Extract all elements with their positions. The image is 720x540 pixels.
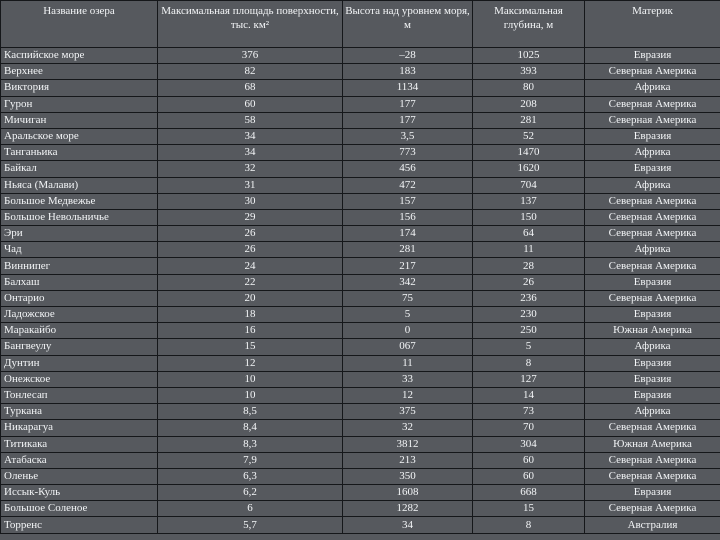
lake-name-cell: Балхаш [1, 274, 158, 290]
continent-cell: Африка [585, 242, 720, 258]
max-depth-cell: 8 [473, 517, 585, 533]
table-row [1, 48, 720, 64]
table-row [1, 323, 720, 339]
max-area-cell: 12 [158, 355, 343, 371]
max-depth-cell: 5 [473, 339, 585, 355]
continent-cell: Австралия [585, 517, 720, 533]
table-row [1, 128, 720, 144]
continent-cell: Северная Америка [585, 193, 720, 209]
lake-name-cell: Гурон [1, 96, 158, 112]
altitude-cell: 342 [343, 274, 473, 290]
altitude-cell: 33 [343, 371, 473, 387]
table-row [1, 517, 720, 533]
header-row [1, 1, 720, 48]
continent-cell: Южная Америка [585, 323, 720, 339]
max-area-cell: 10 [158, 371, 343, 387]
continent-cell: Евразия [585, 307, 720, 323]
altitude-cell: 472 [343, 177, 473, 193]
continent-cell: Северная Америка [585, 501, 720, 517]
max-area-cell: 32 [158, 161, 343, 177]
table-row [1, 420, 720, 436]
lake-name-cell: Маракайбо [1, 323, 158, 339]
continent-cell: Северная Америка [585, 452, 720, 468]
max-depth-cell: 1620 [473, 161, 585, 177]
altitude-cell: 456 [343, 161, 473, 177]
continent-cell: Евразия [585, 355, 720, 371]
max-area-cell: 15 [158, 339, 343, 355]
continent-cell: Северная Америка [585, 226, 720, 242]
max-depth-cell: 127 [473, 371, 585, 387]
lake-name-cell: Эри [1, 226, 158, 242]
max-depth-cell: 704 [473, 177, 585, 193]
table-row [1, 387, 720, 403]
lake-name-cell: Атабаска [1, 452, 158, 468]
altitude-cell: 12 [343, 387, 473, 403]
lake-name-cell: Ладожское [1, 307, 158, 323]
lake-name-cell: Аральское море [1, 128, 158, 144]
max-depth-cell: 230 [473, 307, 585, 323]
altitude-cell: 1134 [343, 80, 473, 96]
lake-name-cell: Мичиган [1, 112, 158, 128]
max-area-cell: 6,2 [158, 485, 343, 501]
altitude-cell: 773 [343, 145, 473, 161]
max-area-cell: 20 [158, 290, 343, 306]
max-area-cell: 7,9 [158, 452, 343, 468]
lake-name-cell: Большое Соленое [1, 501, 158, 517]
lake-name-cell: Чад [1, 242, 158, 258]
continent-cell: Северная Америка [585, 64, 720, 80]
lake-name-cell: Титикака [1, 436, 158, 452]
lake-name-cell: Большое Невольничье [1, 209, 158, 225]
max-area-cell: 31 [158, 177, 343, 193]
table-row [1, 96, 720, 112]
max-area-cell: 8,3 [158, 436, 343, 452]
table-row [1, 193, 720, 209]
lake-name-cell: Туркана [1, 404, 158, 420]
max-area-cell: 24 [158, 258, 343, 274]
header-max-area: Максимальная площадь поверхности, тыс. км² [158, 1, 343, 48]
table-row [1, 226, 720, 242]
altitude-cell: 5 [343, 307, 473, 323]
max-area-cell: 8,5 [158, 404, 343, 420]
max-depth-cell: 73 [473, 404, 585, 420]
continent-cell: Северная Америка [585, 258, 720, 274]
max-depth-cell: 304 [473, 436, 585, 452]
continent-cell: Африка [585, 80, 720, 96]
continent-cell: Северная Америка [585, 468, 720, 484]
lake-name-cell: Бангвеулу [1, 339, 158, 355]
max-area-cell: 18 [158, 307, 343, 323]
max-area-cell: 26 [158, 226, 343, 242]
lake-name-cell: Большое Медвежье [1, 193, 158, 209]
altitude-cell: 183 [343, 64, 473, 80]
altitude-cell: 34 [343, 517, 473, 533]
altitude-cell: 75 [343, 290, 473, 306]
continent-cell: Северная Америка [585, 290, 720, 306]
altitude-cell: 350 [343, 468, 473, 484]
lake-name-cell: Тонлесап [1, 387, 158, 403]
altitude-cell: 1282 [343, 501, 473, 517]
max-depth-cell: 80 [473, 80, 585, 96]
lake-name-cell: Каспийское море [1, 48, 158, 64]
max-depth-cell: 393 [473, 64, 585, 80]
lake-name-cell: Онтарио [1, 290, 158, 306]
lake-name-cell: Байкал [1, 161, 158, 177]
max-depth-cell: 26 [473, 274, 585, 290]
max-area-cell: 6 [158, 501, 343, 517]
max-depth-cell: 250 [473, 323, 585, 339]
table-row [1, 64, 720, 80]
continent-cell: Африка [585, 339, 720, 355]
altitude-cell: 11 [343, 355, 473, 371]
altitude-cell: 174 [343, 226, 473, 242]
max-area-cell: 34 [158, 128, 343, 144]
table-row [1, 209, 720, 225]
max-depth-cell: 8 [473, 355, 585, 371]
altitude-cell: 3,5 [343, 128, 473, 144]
table-row [1, 242, 720, 258]
max-area-cell: 58 [158, 112, 343, 128]
lake-name-cell: Танганьика [1, 145, 158, 161]
continent-cell: Африка [585, 145, 720, 161]
lake-name-cell: Виннипег [1, 258, 158, 274]
continent-cell: Евразия [585, 387, 720, 403]
max-depth-cell: 137 [473, 193, 585, 209]
max-area-cell: 29 [158, 209, 343, 225]
altitude-cell: 177 [343, 112, 473, 128]
lake-name-cell: Онежское [1, 371, 158, 387]
altitude-cell: 156 [343, 209, 473, 225]
max-area-cell: 22 [158, 274, 343, 290]
continent-cell: Северная Америка [585, 112, 720, 128]
max-area-cell: 10 [158, 387, 343, 403]
continent-cell: Северная Америка [585, 209, 720, 225]
table-row [1, 452, 720, 468]
max-depth-cell: 60 [473, 452, 585, 468]
lake-name-cell: Оленье [1, 468, 158, 484]
table-row [1, 290, 720, 306]
max-area-cell: 16 [158, 323, 343, 339]
altitude-cell: 281 [343, 242, 473, 258]
altitude-cell: 067 [343, 339, 473, 355]
table-row [1, 112, 720, 128]
table-row [1, 371, 720, 387]
table-row [1, 436, 720, 452]
max-depth-cell: 668 [473, 485, 585, 501]
continent-cell: Евразия [585, 485, 720, 501]
table-row [1, 355, 720, 371]
continent-cell: Северная Америка [585, 96, 720, 112]
altitude-cell: 157 [343, 193, 473, 209]
lake-name-cell: Дунтин [1, 355, 158, 371]
table-row [1, 145, 720, 161]
altitude-cell: 3812 [343, 436, 473, 452]
table-row [1, 468, 720, 484]
altitude-cell: 213 [343, 452, 473, 468]
lake-name-cell: Иссык-Куль [1, 485, 158, 501]
continent-cell: Евразия [585, 274, 720, 290]
max-area-cell: 26 [158, 242, 343, 258]
lake-name-cell: Никарагуа [1, 420, 158, 436]
table-row [1, 307, 720, 323]
max-area-cell: 60 [158, 96, 343, 112]
continent-cell: Евразия [585, 48, 720, 64]
altitude-cell: –28 [343, 48, 473, 64]
max-area-cell: 30 [158, 193, 343, 209]
max-depth-cell: 15 [473, 501, 585, 517]
continent-cell: Евразия [585, 371, 720, 387]
altitude-cell: 375 [343, 404, 473, 420]
continent-cell: Африка [585, 177, 720, 193]
table-row [1, 274, 720, 290]
lake-name-cell: Ньяса (Малави) [1, 177, 158, 193]
header-altitude: Высота над уровнем моря, м [343, 1, 473, 48]
lake-name-cell: Верхнее [1, 64, 158, 80]
max-depth-cell: 14 [473, 387, 585, 403]
table-row [1, 177, 720, 193]
max-area-cell: 376 [158, 48, 343, 64]
altitude-cell: 0 [343, 323, 473, 339]
table-row [1, 404, 720, 420]
max-depth-cell: 60 [473, 468, 585, 484]
altitude-cell: 217 [343, 258, 473, 274]
max-depth-cell: 52 [473, 128, 585, 144]
header-continent: Материк [585, 1, 720, 48]
table-row [1, 80, 720, 96]
continent-cell: Африка [585, 404, 720, 420]
max-depth-cell: 28 [473, 258, 585, 274]
altitude-cell: 1608 [343, 485, 473, 501]
max-depth-cell: 281 [473, 112, 585, 128]
header-lake-name: Название озера [1, 1, 158, 48]
continent-cell: Евразия [585, 128, 720, 144]
max-area-cell: 6,3 [158, 468, 343, 484]
max-depth-cell: 150 [473, 209, 585, 225]
table-row [1, 501, 720, 517]
max-depth-cell: 11 [473, 242, 585, 258]
altitude-cell: 32 [343, 420, 473, 436]
continent-cell: Евразия [585, 161, 720, 177]
lake-name-cell: Торренс [1, 517, 158, 533]
max-depth-cell: 236 [473, 290, 585, 306]
header-max-depth: Максимальная глубина, м [473, 1, 585, 48]
table-row [1, 161, 720, 177]
max-depth-cell: 1025 [473, 48, 585, 64]
max-depth-cell: 208 [473, 96, 585, 112]
table-row [1, 485, 720, 501]
table-row [1, 339, 720, 355]
continent-cell: Северная Америка [585, 420, 720, 436]
table-row [1, 258, 720, 274]
max-depth-cell: 1470 [473, 145, 585, 161]
max-area-cell: 8,4 [158, 420, 343, 436]
max-area-cell: 34 [158, 145, 343, 161]
continent-cell: Южная Америка [585, 436, 720, 452]
max-depth-cell: 70 [473, 420, 585, 436]
lake-name-cell: Виктория [1, 80, 158, 96]
altitude-cell: 177 [343, 96, 473, 112]
max-area-cell: 68 [158, 80, 343, 96]
max-depth-cell: 64 [473, 226, 585, 242]
max-area-cell: 82 [158, 64, 343, 80]
max-area-cell: 5,7 [158, 517, 343, 533]
